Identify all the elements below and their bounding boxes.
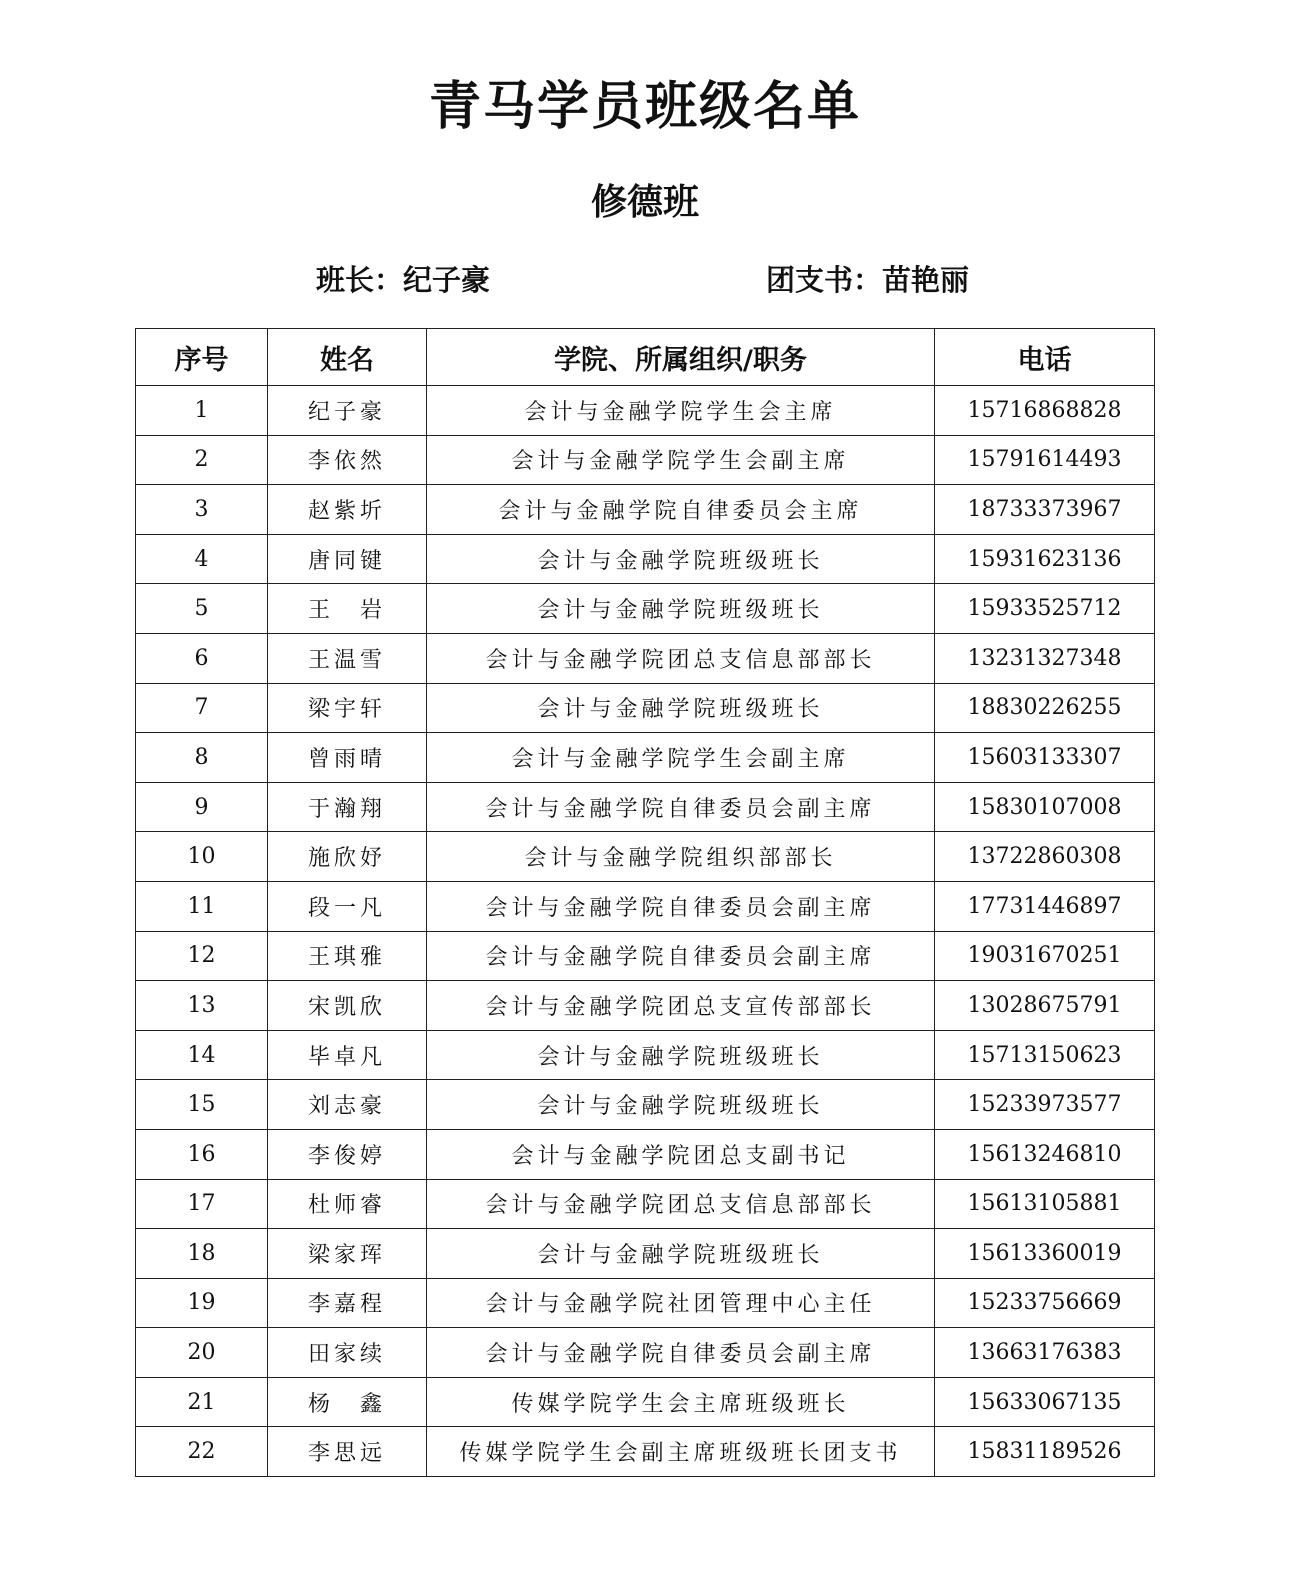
- table-row: [136, 981, 1155, 1031]
- row-index: 2: [136, 435, 268, 485]
- student-position: 会计与金融学院自律委员会副主席: [427, 931, 935, 981]
- row-index: 8: [136, 733, 268, 783]
- row-index: 16: [136, 1129, 268, 1179]
- row-index: 18: [136, 1229, 268, 1279]
- table-row: [136, 1129, 1155, 1179]
- student-phone: 15933525712: [935, 584, 1155, 634]
- student-position: 会计与金融学院班级班长: [427, 584, 935, 634]
- student-phone: 15831189526: [935, 1427, 1155, 1477]
- student-position: 会计与金融学院学生会副主席: [427, 435, 935, 485]
- student-position: 会计与金融学院班级班长: [427, 534, 935, 584]
- student-name: 唐同键: [268, 534, 427, 584]
- table-row: [136, 1179, 1155, 1229]
- table-row: [136, 584, 1155, 634]
- row-index: 15: [136, 1080, 268, 1130]
- header-phone: 电话: [935, 329, 1155, 386]
- table-row: [136, 1328, 1155, 1378]
- table-row: [136, 1278, 1155, 1328]
- student-position: 会计与金融学院自律委员会副主席: [427, 881, 935, 931]
- student-phone: 18830226255: [935, 683, 1155, 733]
- student-position: 会计与金融学院班级班长: [427, 1080, 935, 1130]
- student-phone: 15233756669: [935, 1278, 1155, 1328]
- student-phone: 13028675791: [935, 981, 1155, 1031]
- student-phone: 15613105881: [935, 1179, 1155, 1229]
- table-row: [136, 881, 1155, 931]
- table-row: [136, 1080, 1155, 1130]
- row-index: 20: [136, 1328, 268, 1378]
- student-name: 刘志豪: [268, 1080, 427, 1130]
- class-name: 修德班: [590, 182, 699, 223]
- row-index: 22: [136, 1427, 268, 1477]
- student-name: 梁家珲: [268, 1229, 427, 1279]
- student-phone: 13722860308: [935, 832, 1155, 882]
- student-phone: 15931623136: [935, 534, 1155, 584]
- student-phone: 15613246810: [935, 1129, 1155, 1179]
- row-index: 17: [136, 1179, 268, 1229]
- table-row: [136, 435, 1155, 485]
- row-index: 6: [136, 633, 268, 683]
- row-index: 13: [136, 981, 268, 1031]
- row-index: 7: [136, 683, 268, 733]
- student-name: 杜师睿: [268, 1179, 427, 1229]
- table-row: [136, 1427, 1155, 1477]
- secretary-label: 团支书：苗艳丽: [766, 263, 970, 297]
- student-phone: 19031670251: [935, 931, 1155, 981]
- student-phone: 15613360019: [935, 1229, 1155, 1279]
- table-row: [136, 931, 1155, 981]
- table-row: [136, 1030, 1155, 1080]
- student-name: 赵紫圻: [268, 485, 427, 535]
- student-position: 传媒学院学生会副主席班级班长团支书: [427, 1427, 935, 1477]
- table-row: [136, 633, 1155, 683]
- table-row: [136, 733, 1155, 783]
- student-phone: 15791614493: [935, 435, 1155, 485]
- student-position: 会计与金融学院学生会副主席: [427, 733, 935, 783]
- student-name: 李嘉程: [268, 1278, 427, 1328]
- student-name: 段一凡: [268, 881, 427, 931]
- student-name: 梁宇轩: [268, 683, 427, 733]
- student-name: 李俊婷: [268, 1129, 427, 1179]
- table-row: [136, 386, 1155, 436]
- student-phone: 18733373967: [935, 485, 1155, 535]
- row-index: 21: [136, 1377, 268, 1427]
- student-position: 会计与金融学院团总支副书记: [427, 1129, 935, 1179]
- student-name: 曾雨晴: [268, 733, 427, 783]
- student-name: 纪子豪: [268, 386, 427, 436]
- student-name: 李依然: [268, 435, 427, 485]
- student-phone: 13231327348: [935, 633, 1155, 683]
- student-name: 田家续: [268, 1328, 427, 1378]
- row-index: 9: [136, 782, 268, 832]
- header-position: 学院、所属组织/职务: [427, 329, 935, 386]
- monitor-label: 班长：纪子豪: [316, 263, 491, 297]
- student-position: 会计与金融学院班级班长: [427, 1030, 935, 1080]
- header-name: 姓名: [268, 329, 427, 386]
- row-index: 1: [136, 386, 268, 436]
- table-row: [136, 1229, 1155, 1279]
- student-phone: 15713150623: [935, 1030, 1155, 1080]
- student-position: 会计与金融学院学生会主席: [427, 386, 935, 436]
- table-row: [136, 832, 1155, 882]
- student-phone: 17731446897: [935, 881, 1155, 931]
- student-position: 会计与金融学院团总支信息部部长: [427, 1179, 935, 1229]
- table-row: [136, 782, 1155, 832]
- student-position: 会计与金融学院班级班长: [427, 683, 935, 733]
- student-name: 于瀚翔: [268, 782, 427, 832]
- student-name: 王 岩: [268, 584, 427, 634]
- student-name: 王温雪: [268, 633, 427, 683]
- student-name: 宋凯欣: [268, 981, 427, 1031]
- student-position: 会计与金融学院自律委员会副主席: [427, 782, 935, 832]
- page-title: 青马学员班级名单: [428, 77, 861, 137]
- student-name: 毕卓凡: [268, 1030, 427, 1080]
- student-position: 会计与金融学院自律委员会副主席: [427, 1328, 935, 1378]
- table-row: [136, 485, 1155, 535]
- row-index: 10: [136, 832, 268, 882]
- table-header-row: [136, 329, 1155, 386]
- student-phone: 15830107008: [935, 782, 1155, 832]
- roster-table: [135, 328, 1155, 1477]
- student-phone: 15716868828: [935, 386, 1155, 436]
- row-index: 4: [136, 534, 268, 584]
- roster-body: [136, 386, 1155, 1477]
- row-index: 19: [136, 1278, 268, 1328]
- student-name: 杨 鑫: [268, 1377, 427, 1427]
- student-position: 会计与金融学院社团管理中心主任: [427, 1278, 935, 1328]
- student-name: 李思远: [268, 1427, 427, 1477]
- student-position: 会计与金融学院团总支信息部部长: [427, 633, 935, 683]
- student-position: 会计与金融学院团总支宣传部部长: [427, 981, 935, 1031]
- row-index: 14: [136, 1030, 268, 1080]
- row-index: 12: [136, 931, 268, 981]
- student-phone: 13663176383: [935, 1328, 1155, 1378]
- student-name: 施欣妤: [268, 832, 427, 882]
- student-position: 传媒学院学生会主席班级班长: [427, 1377, 935, 1427]
- row-index: 11: [136, 881, 268, 931]
- student-phone: 15603133307: [935, 733, 1155, 783]
- student-phone: 15633067135: [935, 1377, 1155, 1427]
- table-row: [136, 1377, 1155, 1427]
- student-position: 会计与金融学院组织部部长: [427, 832, 935, 882]
- student-position: 会计与金融学院班级班长: [427, 1229, 935, 1279]
- student-position: 会计与金融学院自律委员会主席: [427, 485, 935, 535]
- student-name: 王琪雅: [268, 931, 427, 981]
- student-phone: 15233973577: [935, 1080, 1155, 1130]
- row-index: 5: [136, 584, 268, 634]
- table-row: [136, 534, 1155, 584]
- header-index: 序号: [136, 329, 268, 386]
- table-row: [136, 683, 1155, 733]
- row-index: 3: [136, 485, 268, 535]
